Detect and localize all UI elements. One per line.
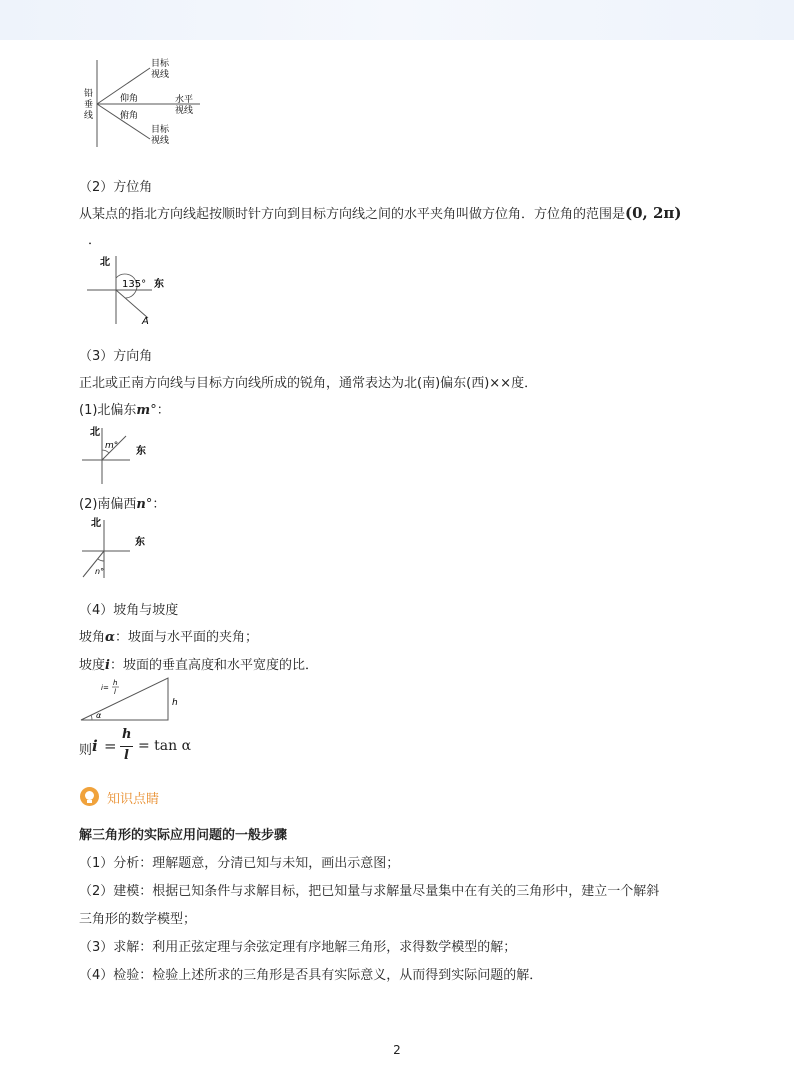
side-h: h xyxy=(172,698,178,708)
plumb-char-1: 铅 xyxy=(84,89,94,99)
step-2a: （2）建模：根据已知条件与求解目标，把已知量与求解量尽量集中在有关的三角形中，建立一个解斜 xyxy=(79,884,660,899)
lower-sight-line xyxy=(97,104,150,139)
sec3-heading: （3）方向角 xyxy=(79,349,153,364)
south-west-diagram xyxy=(80,514,160,582)
ratio-l: l xyxy=(114,688,116,696)
target-bottom-char-2: 视线 xyxy=(151,136,170,146)
fig4-east: 东 xyxy=(135,537,145,548)
sec2-text xyxy=(79,203,682,222)
header-band xyxy=(0,0,794,40)
sec2-heading: （2）方位角 xyxy=(79,180,153,195)
line1-suffix: ：坡面与水平面的夹角； xyxy=(115,630,259,645)
lightbulb-icon xyxy=(80,787,99,806)
step-4: （4）检验：检验上述所求的三角形是否具有实际意义，从而得到实际问题的解． xyxy=(79,968,543,983)
item1-prefix: (1)北偏东 xyxy=(79,403,137,418)
item2-suffix: °： xyxy=(145,497,166,512)
sec4-heading: （4）坡角与坡度 xyxy=(79,603,179,618)
azimuth-ray xyxy=(116,290,148,318)
sec3-text: 正北或正南方向线与目标方向线所成的锐角，通常表达为北(南)偏东(西)××度． xyxy=(79,376,538,391)
fraction-bar xyxy=(120,746,133,747)
step-3: （3）求解：利用正弦定理与余弦定理有序地解三角形，求得数学模型的解； xyxy=(79,940,517,955)
sec3-item2 xyxy=(79,493,165,512)
item2-var: n xyxy=(136,497,146,512)
sec2-text-body: 从某点的指北方向线起按顺时针方向到目标方向线之间的水平夹角叫做方位角．方位角的范围是 xyxy=(79,207,626,222)
line1-prefix: 坡角 xyxy=(79,630,106,645)
steps-title: 解三角形的实际应用问题的一般步骤 xyxy=(79,828,288,843)
alpha-angle: α xyxy=(96,711,102,720)
point-a-label: A xyxy=(142,316,149,327)
target-top-char-2: 视线 xyxy=(151,70,170,80)
formula-den: l xyxy=(124,748,129,763)
angle-135-label: 135° xyxy=(122,279,147,290)
tip-title: 知识点睛 xyxy=(107,792,160,807)
item1-var: m xyxy=(136,403,151,418)
plumb-char-3: 线 xyxy=(84,111,94,121)
alpha-var: α xyxy=(105,630,116,645)
azimuth-diagram xyxy=(82,250,172,330)
formula-num: h xyxy=(122,727,132,742)
sec2-cont: ． xyxy=(88,233,102,248)
fig3-north: 北 xyxy=(90,427,100,438)
north-label: 北 xyxy=(100,257,110,268)
target-top-char-1: 目标 xyxy=(151,59,170,69)
fig3-east: 东 xyxy=(136,446,146,457)
i-var: i xyxy=(105,658,110,673)
fig3-angle: m° xyxy=(105,441,119,451)
line2-suffix: ：坡面的垂直高度和水平宽度的比． xyxy=(109,658,318,673)
plumb-char-2: 垂 xyxy=(84,100,94,110)
ratio-h: h xyxy=(113,679,118,687)
sec3-item1 xyxy=(79,399,170,418)
sec4-line2 xyxy=(79,654,318,673)
page-number: 2 xyxy=(393,1043,401,1057)
sec4-line1 xyxy=(79,626,258,645)
formula-prefix: 则 xyxy=(79,743,93,758)
ratio-i: i= xyxy=(101,684,109,692)
item1-suffix: °： xyxy=(150,403,170,418)
slope-formula xyxy=(79,729,279,763)
step-1: （1）分析：理解题意，分清已知与未知，画出示意图； xyxy=(79,856,400,871)
horizontal-char-2: 视线 xyxy=(175,106,194,116)
formula-rhs: = tan α xyxy=(138,738,192,754)
line2-prefix: 坡度 xyxy=(79,658,106,673)
step-2b: 三角形的数学模型； xyxy=(79,912,197,927)
item2-prefix: (2)南偏西 xyxy=(79,497,137,512)
depression-label: 俯角 xyxy=(120,111,139,121)
fig4-angle: n° xyxy=(95,567,105,576)
formula-eq: = xyxy=(104,737,117,755)
fig4-north: 北 xyxy=(91,518,101,529)
target-bottom-char-1: 目标 xyxy=(151,125,170,135)
north-east-diagram xyxy=(80,422,160,488)
elevation-depression-diagram xyxy=(80,52,220,152)
east-label: 东 xyxy=(154,279,164,290)
elevation-label: 仰角 xyxy=(120,94,139,104)
formula-lhs: i xyxy=(92,737,98,755)
horizontal-char-1: 水平 xyxy=(175,95,194,105)
azimuth-range: (0, 2π) xyxy=(625,204,682,222)
slope-triangle-diagram xyxy=(80,675,190,725)
